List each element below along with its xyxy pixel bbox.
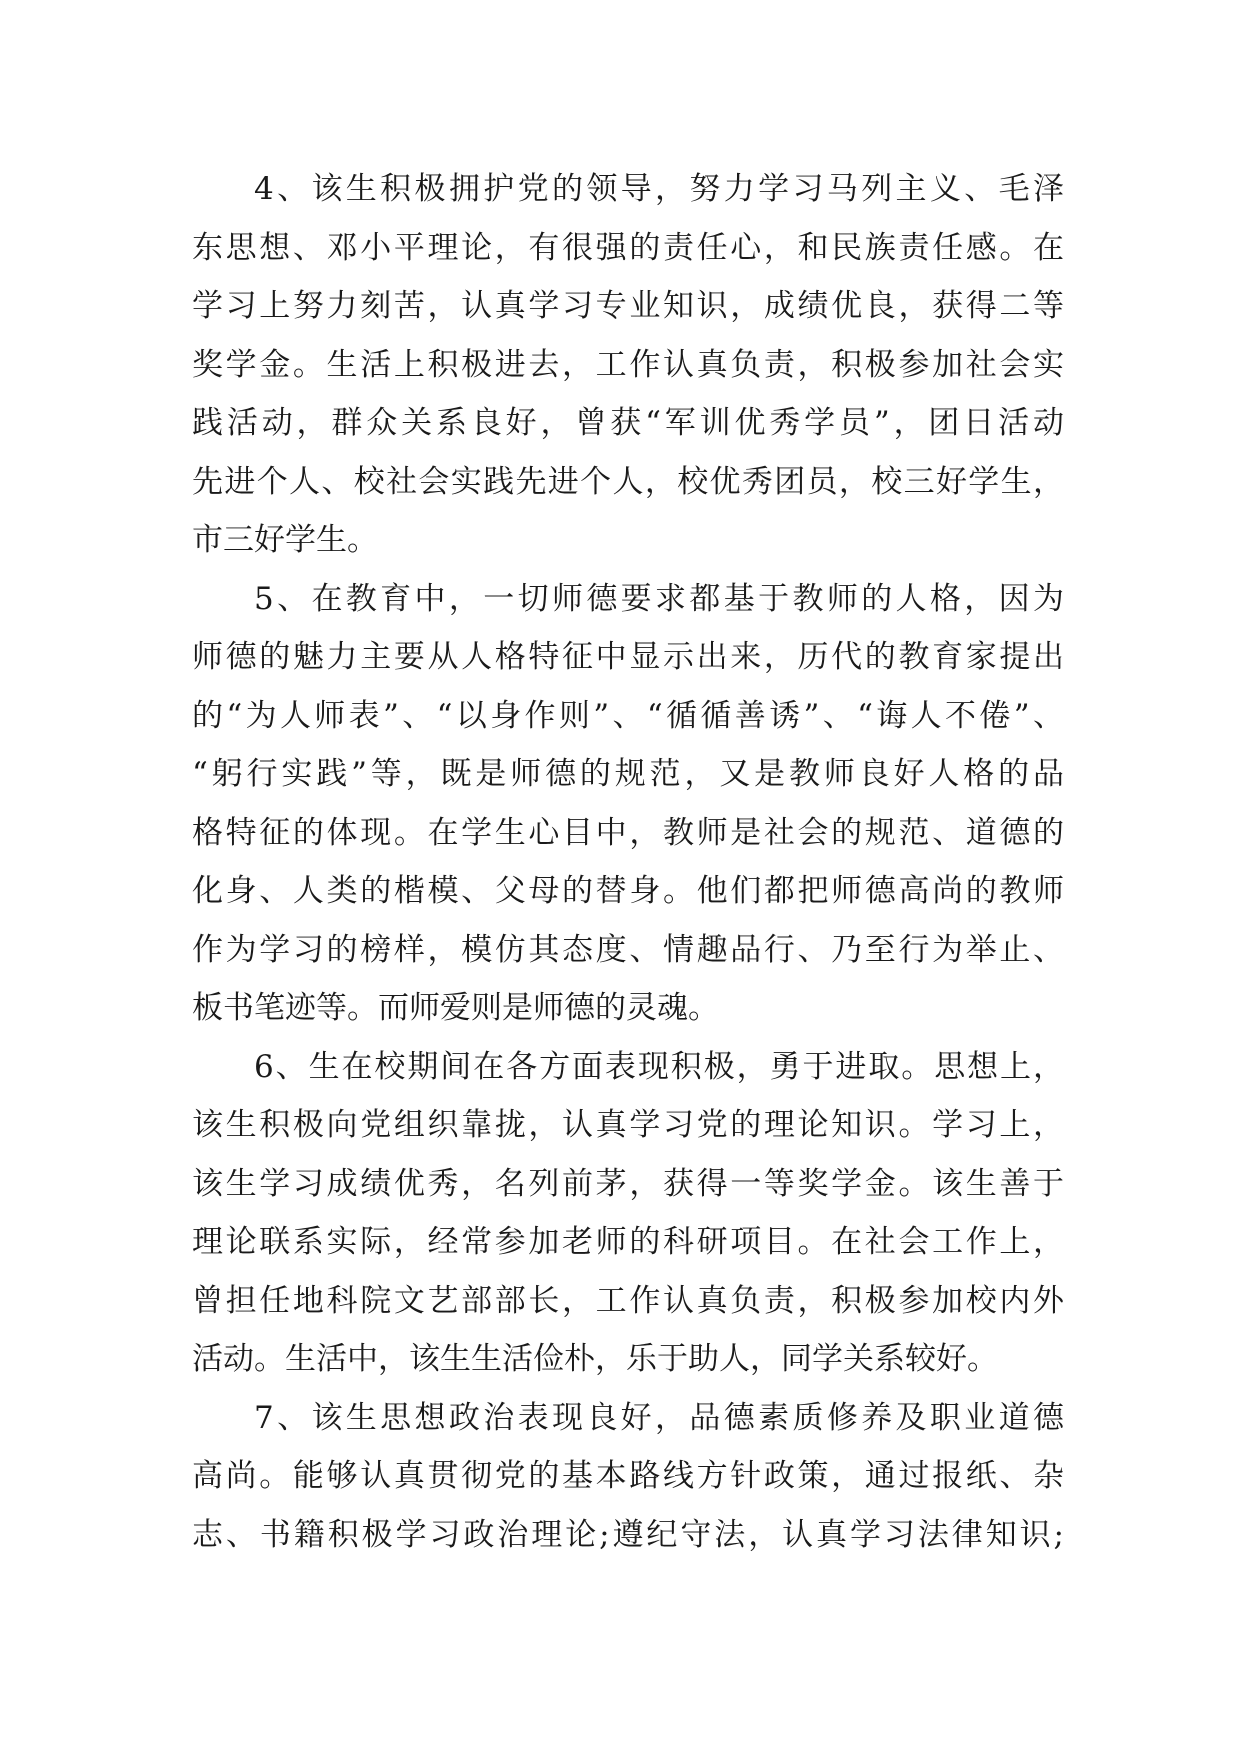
paragraph-line: 理论联系实际，经常参加老师的科研项目。在社会工作上， xyxy=(192,1224,1064,1260)
paragraph-line: 4、该生积极拥护党的领导，努力学习马列主义、毛泽 xyxy=(254,171,1064,207)
paragraph-line: 活动。生活中，该生生活俭朴，乐于助人，同学关系较好。 xyxy=(192,1341,998,1377)
paragraph-line: 曾担任地科院文艺部部长，工作认真负责，积极参加校内外 xyxy=(192,1282,1064,1319)
paragraph-line: 作为学习的榜样，模仿其态度、情趣品行、乃至行为举止、 xyxy=(192,931,1064,968)
paragraph-line: “躬行实践”等，既是师德的规范，又是教师良好人格的品 xyxy=(192,756,1064,792)
paragraph-4 xyxy=(192,160,1064,570)
paragraph-line: 6、生在校期间在各方面表现积极，勇于进取。思想上， xyxy=(254,1048,1064,1085)
paragraph-line: 5、在教育中，一切师德要求都基于教师的人格，因为 xyxy=(254,580,1064,617)
paragraph-line: 该生积极向党组织靠拢，认真学习党的理论知识。学习上， xyxy=(192,1107,1064,1143)
paragraph-line: 师德的魅力主要从人格特征中显示出来，历代的教育家提出 xyxy=(192,639,1064,675)
paragraph-line: 的“为人师表”、“以身作则”、“循循善诱”、“诲人不倦”、 xyxy=(192,697,1064,734)
paragraph-line: 奖学金。生活上积极进去，工作认真负责，积极参加社会实 xyxy=(192,346,1064,383)
paragraph-line: 学习上努力刻苦，认真学习专业知识，成绩优良，获得二等 xyxy=(192,288,1064,324)
paragraph-line: 格特征的体现。在学生心目中，教师是社会的规范、道德的 xyxy=(192,814,1064,851)
paragraph-line: 该生学习成绩优秀，名列前茅，获得一等奖学金。该生善于 xyxy=(192,1165,1064,1202)
paragraph-line: 践活动，群众关系良好，曾获“军训优秀学员”，团日活动 xyxy=(192,405,1064,441)
document-page xyxy=(192,160,1064,1564)
paragraph-line: 7、该生思想政治表现良好，品德素质修养及职业道德 xyxy=(254,1399,1064,1436)
paragraph-7 xyxy=(192,1389,1064,1565)
paragraph-line: 东思想、邓小平理论，有很强的责任心，和民族责任感。在 xyxy=(192,229,1064,266)
paragraph-line: 高尚。能够认真贯彻党的基本路线方针政策，通过报纸、杂 xyxy=(192,1458,1064,1494)
paragraph-line: 志、书籍积极学习政治理论;遵纪守法，认真学习法律知识; xyxy=(192,1516,1064,1553)
paragraph-5 xyxy=(192,570,1064,1038)
paragraph-6 xyxy=(192,1038,1064,1389)
paragraph-line: 市三好学生。 xyxy=(192,522,378,558)
paragraph-line: 板书笔迹等。而师爱则是师德的灵魂。 xyxy=(192,990,719,1026)
paragraph-line: 先进个人、校社会实践先进个人，校优秀团员，校三好学生， xyxy=(192,463,1064,500)
paragraph-line: 化身、人类的楷模、父母的替身。他们都把师德高尚的教师 xyxy=(192,873,1064,909)
